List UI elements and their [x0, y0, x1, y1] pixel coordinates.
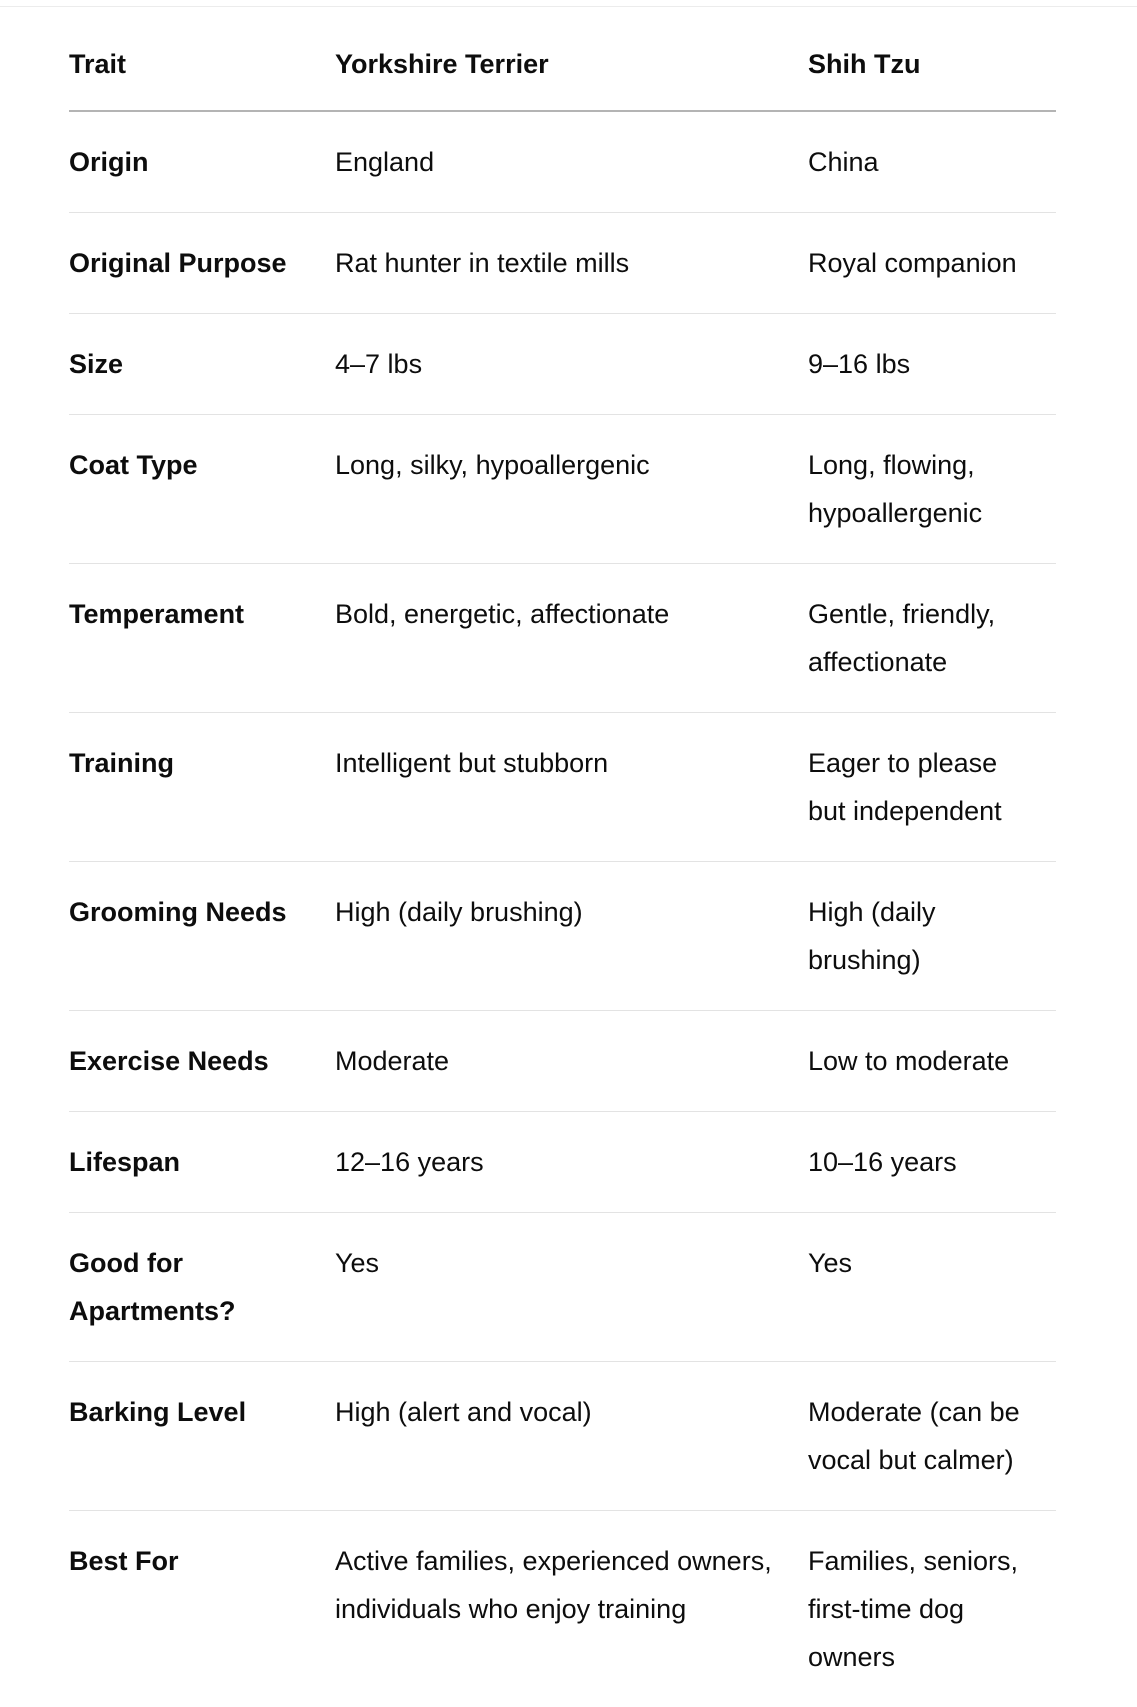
comparison-table: [69, 18, 1056, 1707]
yorkie-cell: Rat hunter in textile mills: [335, 213, 808, 314]
trait-cell: Training: [69, 713, 335, 862]
shihtzu-cell: 10–16 years: [808, 1112, 1056, 1213]
shihtzu-cell: High (daily brushing): [808, 862, 1056, 1011]
table-row: [69, 1112, 1056, 1213]
table-row: [69, 111, 1056, 213]
table-header-row: [69, 18, 1056, 111]
header-shih-tzu: Shih Tzu: [808, 18, 1056, 111]
trait-cell: Exercise Needs: [69, 1011, 335, 1112]
yorkie-cell: 12–16 years: [335, 1112, 808, 1213]
trait-cell: Best For: [69, 1511, 335, 1707]
yorkie-cell: Active families, experienced owners, individuals who enjoy training: [335, 1511, 808, 1707]
table-row: [69, 862, 1056, 1011]
yorkie-cell: England: [335, 111, 808, 213]
yorkie-cell: Long, silky, hypoallergenic: [335, 415, 808, 564]
yorkie-cell: High (alert and vocal): [335, 1362, 808, 1511]
trait-cell: Lifespan: [69, 1112, 335, 1213]
yorkie-cell: Moderate: [335, 1011, 808, 1112]
table-row: [69, 1011, 1056, 1112]
shihtzu-cell: Moderate (can be vocal but calmer): [808, 1362, 1056, 1511]
shihtzu-cell: Families, seniors, first-time dog owners: [808, 1511, 1056, 1707]
header-trait: Trait: [69, 18, 335, 111]
trait-cell: Coat Type: [69, 415, 335, 564]
trait-cell: Grooming Needs: [69, 862, 335, 1011]
shihtzu-cell: 9–16 lbs: [808, 314, 1056, 415]
yorkie-cell: 4–7 lbs: [335, 314, 808, 415]
yorkie-cell: Bold, energetic, affectionate: [335, 564, 808, 713]
table-row: [69, 314, 1056, 415]
table-row: [69, 1511, 1056, 1707]
shihtzu-cell: Yes: [808, 1213, 1056, 1362]
shihtzu-cell: Low to moderate: [808, 1011, 1056, 1112]
shihtzu-cell: Royal companion: [808, 213, 1056, 314]
trait-cell: Original Purpose: [69, 213, 335, 314]
yorkie-cell: High (daily brushing): [335, 862, 808, 1011]
trait-cell: Temperament: [69, 564, 335, 713]
yorkie-cell: Intelligent but stubborn: [335, 713, 808, 862]
shihtzu-cell: Long, flowing, hypoallergenic: [808, 415, 1056, 564]
top-divider: [0, 6, 1137, 7]
table-row: [69, 1362, 1056, 1511]
shihtzu-cell: China: [808, 111, 1056, 213]
shihtzu-cell: Gentle, friendly, affectionate: [808, 564, 1056, 713]
trait-cell: Size: [69, 314, 335, 415]
trait-cell: Good for Apartments?: [69, 1213, 335, 1362]
table-row: [69, 415, 1056, 564]
table-row: [69, 713, 1056, 862]
table-row: [69, 564, 1056, 713]
trait-cell: Barking Level: [69, 1362, 335, 1511]
trait-cell: Origin: [69, 111, 335, 213]
header-yorkshire-terrier: Yorkshire Terrier: [335, 18, 808, 111]
yorkie-cell: Yes: [335, 1213, 808, 1362]
table-row: [69, 213, 1056, 314]
shihtzu-cell: Eager to please but independent: [808, 713, 1056, 862]
table-row: [69, 1213, 1056, 1362]
